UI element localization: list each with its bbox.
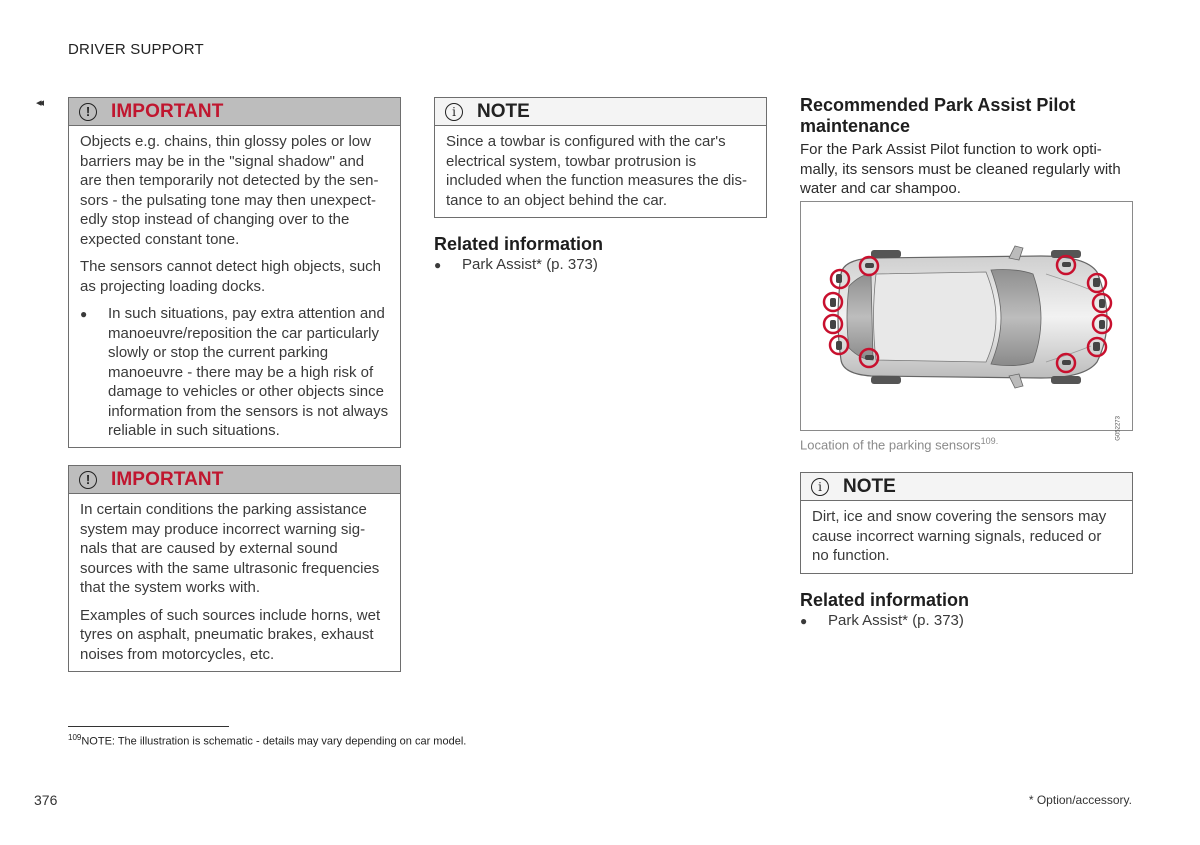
figure-caption-text: Location of the parking sensors xyxy=(800,437,981,453)
info-circle-icon: i xyxy=(445,103,463,121)
important-paragraph: In certain conditions the parking assistance system may produce incorrect warning sig- nals that are caused by external sound sources with the same ultrasonic frequencies that the system works with. xyxy=(80,501,380,596)
important-box-1 xyxy=(68,97,401,448)
bullet-dot-icon: ● xyxy=(434,258,442,272)
note-box-1 xyxy=(434,97,767,218)
important-box-2 xyxy=(68,465,401,672)
back-arrows-icon[interactable]: ◂◂ xyxy=(36,97,42,109)
maintenance-heading xyxy=(800,95,1075,137)
related-info-item[interactable] xyxy=(800,612,964,629)
important-box-2-header xyxy=(69,466,400,494)
footnote-divider xyxy=(68,726,229,727)
car-top-view-illustration xyxy=(801,202,1132,430)
exclamation-circle-icon: ! xyxy=(79,471,97,489)
exclamation-circle-icon: ! xyxy=(79,103,97,121)
important-paragraph: Objects e.g. chains, thin glossy poles or low barriers may be in the "signal shadow" and are then temporarily not detected by the sen- sors - the pulsating tone may then unexpect- edly stop instead of changing over to the expected constant tone. xyxy=(80,133,379,248)
maintenance-heading-line: Recommended Park Assist Pilot xyxy=(800,95,1076,115)
related-info-heading: Related information xyxy=(800,590,970,610)
footnote xyxy=(68,733,466,748)
important-bullet xyxy=(80,304,389,441)
note-box-2 xyxy=(800,472,1133,574)
footnote-text: NOTE: The illustration is schematic - details may vary depending on car model. xyxy=(81,735,467,748)
note-box-1-header xyxy=(435,98,766,126)
note-text: Since a towbar is configured with the car's electrical system, towbar protrusion is included when the function measures the dis- tance to an object behind the car. xyxy=(446,133,748,209)
related-info-heading: Related information xyxy=(434,234,604,254)
page-number: 376 xyxy=(34,792,58,808)
important-title: IMPORTANT xyxy=(111,468,224,490)
maintenance-text: For the Park Assist Pilot function to work opti- mally, its sensors must be cleaned regularly with water and car shampoo. xyxy=(800,141,1121,197)
section-header: DRIVER SUPPORT xyxy=(68,41,204,58)
figure-id: G052273 xyxy=(1116,416,1122,441)
bullet-dot-icon: ● xyxy=(80,307,88,321)
related-link[interactable]: Park Assist* (p. 373) xyxy=(828,612,964,629)
footnote-number: 109 xyxy=(68,733,82,742)
note-title: NOTE xyxy=(477,100,530,122)
important-paragraph: Examples of such sources include horns, wet tyres on asphalt, pneumatic brakes, exhaust noises from motorcycles, etc. xyxy=(80,606,381,663)
bullet-dot-icon: ● xyxy=(800,614,808,628)
related-info-item[interactable] xyxy=(434,256,598,273)
info-circle-icon: i xyxy=(811,478,829,496)
important-paragraph: The sensors cannot detect high objects, such as projecting loading docks. xyxy=(80,258,382,295)
important-bullet-text: In such situations, pay extra attention and manoeuvre/reposition the car particularly slowly or stop the current parking manoeuvre - there may be a high risk of damage to vehicles or other objects since information from the sensors is not always reliable in such situations. xyxy=(108,305,389,439)
important-box-1-header xyxy=(69,98,400,126)
related-link[interactable]: Park Assist* (p. 373) xyxy=(462,256,598,273)
footnote-ref[interactable]: 109. xyxy=(980,436,999,446)
note-box-2-header xyxy=(801,473,1132,501)
note-title: NOTE xyxy=(843,475,896,497)
option-accessory-note: * Option/accessory. xyxy=(1028,793,1132,807)
important-title: IMPORTANT xyxy=(111,100,224,122)
note-text: Dirt, ice and snow covering the sensors may cause incorrect warning signals, reduced or no function. xyxy=(812,508,1107,564)
figure-caption xyxy=(800,436,998,452)
maintenance-heading-line: maintenance xyxy=(800,116,911,136)
